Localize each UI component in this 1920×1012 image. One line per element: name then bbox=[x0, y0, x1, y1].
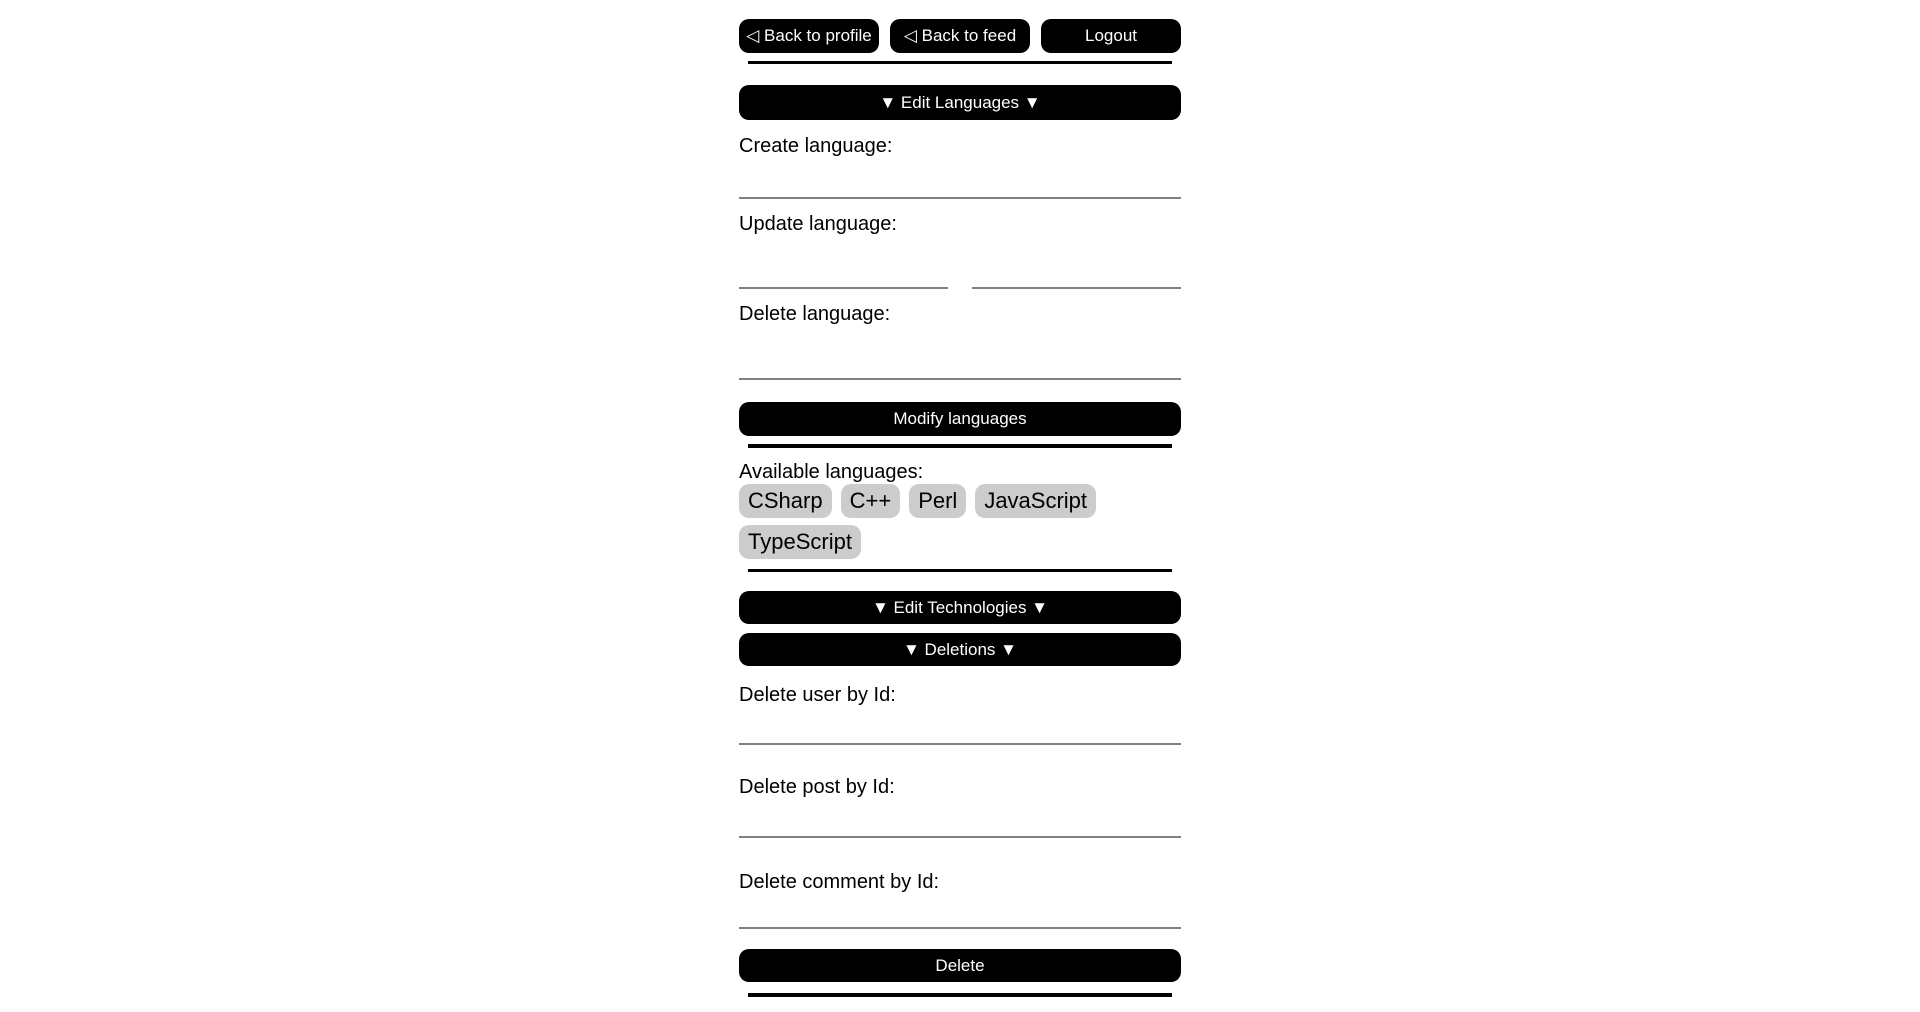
admin-panel bbox=[739, 0, 1181, 997]
delete-user-label: Delete user by Id: bbox=[739, 684, 896, 706]
delete-button[interactable]: Delete bbox=[739, 949, 1181, 982]
delete-user-input[interactable] bbox=[739, 707, 1181, 745]
language-pill[interactable]: Perl bbox=[909, 484, 966, 518]
language-pills bbox=[739, 484, 1181, 559]
back-to-profile-button[interactable]: ◁ Back to profile bbox=[739, 19, 879, 53]
delete-post-label: Delete post by Id: bbox=[739, 776, 895, 798]
divider bbox=[748, 444, 1172, 448]
delete-comment-label: Delete comment by Id: bbox=[739, 871, 940, 893]
divider bbox=[748, 569, 1172, 572]
modify-languages-button[interactable]: Modify languages bbox=[739, 402, 1181, 436]
available-languages-label: Available languages: bbox=[739, 461, 924, 483]
edit-languages-toggle[interactable]: ▼ Edit Languages ▼ bbox=[739, 85, 1181, 120]
logout-button[interactable]: Logout bbox=[1041, 19, 1181, 53]
create-language-label: Create language: bbox=[739, 135, 893, 157]
language-pill[interactable]: CSharp bbox=[739, 484, 832, 518]
language-pill[interactable]: JavaScript bbox=[975, 484, 1096, 518]
back-to-feed-button[interactable]: ◁ Back to feed bbox=[890, 19, 1030, 53]
edit-technologies-toggle[interactable]: ▼ Edit Technologies ▼ bbox=[739, 591, 1181, 624]
language-pill[interactable]: C++ bbox=[841, 484, 901, 518]
divider bbox=[748, 61, 1172, 64]
deletions-toggle[interactable]: ▼ Deletions ▼ bbox=[739, 633, 1181, 666]
divider bbox=[748, 993, 1172, 997]
delete-post-input[interactable] bbox=[739, 799, 1181, 838]
language-pill[interactable]: TypeScript bbox=[739, 525, 861, 559]
update-language-new-input[interactable] bbox=[972, 236, 1181, 289]
update-language-old-input[interactable] bbox=[739, 236, 948, 289]
topbar bbox=[739, 19, 1181, 53]
create-language-input[interactable] bbox=[739, 158, 1181, 199]
delete-language-input[interactable] bbox=[739, 326, 1181, 380]
delete-language-label: Delete language: bbox=[739, 303, 891, 325]
update-language-row bbox=[739, 236, 1181, 289]
update-language-label: Update language: bbox=[739, 213, 897, 235]
delete-comment-input[interactable] bbox=[739, 894, 1181, 929]
